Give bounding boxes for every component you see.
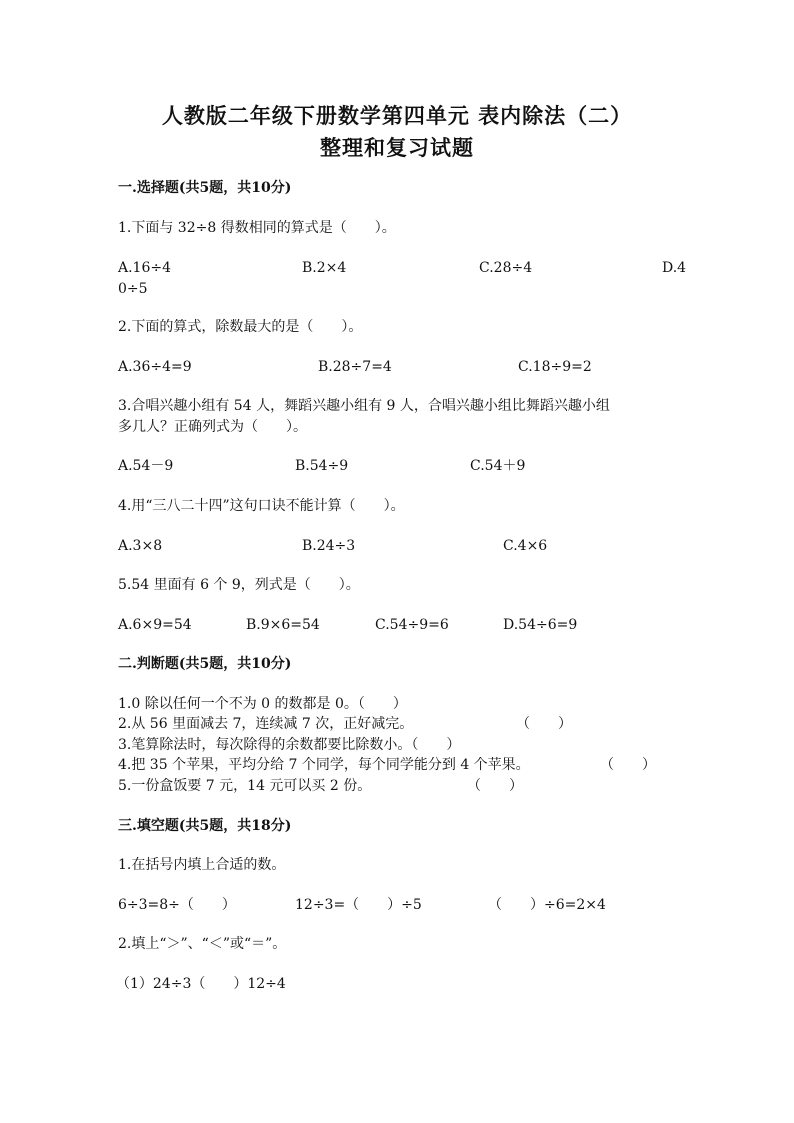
question-2-option-b: B.28÷7=4 (318, 359, 392, 375)
fill-question-2-stem: 2.填上“＞”、“＜”或“＝”。 (118, 936, 287, 952)
question-5-option-c: C.54÷9=6 (375, 617, 449, 633)
section-heading-judge: 二.判断题(共5题，共10分) (118, 656, 292, 672)
judge-item-2: 2.从 56 里面减去 7，连续减 7 次，正好减完。 (118, 716, 414, 732)
judge-item-5-paren: （ ） (467, 778, 523, 794)
fill-question-1-expr-2: 12÷3=（ ）÷5 (295, 897, 422, 913)
judge-item-4-paren: （ ） (600, 757, 656, 773)
question-1-option-d-wrap: 0÷5 (118, 281, 148, 297)
section-heading-fill: 三.填空题(共5题，共18分) (118, 818, 292, 834)
page-subtitle: 整理和复习试题 (320, 135, 474, 160)
question-3-option-b: B.54÷9 (295, 458, 349, 474)
question-1-option-a: A.16÷4 (118, 260, 172, 276)
question-4-option-a: A.3×8 (118, 538, 163, 554)
question-2-option-a: A.36÷4=9 (118, 359, 192, 375)
question-3-stem: 3.合唱兴趣小组有 54 人，舞蹈兴趣小组有 9 人，合唱兴趣小组比舞蹈兴趣小组 (118, 398, 610, 414)
judge-item-1: 1.0 除以任何一个不为 0 的数都是 0。（ ） (118, 696, 407, 712)
question-2-option-c: C.18÷9=2 (518, 359, 592, 375)
question-5-option-a: A.6×9=54 (118, 617, 192, 633)
question-5-stem: 5.54 里面有 6 个 9，列式是（ ）。 (118, 577, 360, 593)
question-4-option-b: B.24÷3 (302, 538, 356, 554)
question-4-stem: 4.用“三八二十四”这句口诀不能计算（ ）。 (118, 498, 405, 514)
fill-question-1-expr-1: 6÷3=8÷（ ） (118, 897, 236, 913)
fill-question-1-stem: 1.在括号内填上合适的数。 (118, 857, 286, 873)
fill-question-1-expr-3: （ ）÷6=2×4 (488, 897, 606, 913)
question-1-option-c: C.28÷4 (479, 260, 533, 276)
fill-question-2-expr-1: （1）24÷3（ ）12÷4 (116, 976, 286, 992)
question-3-stem-line2: 多几人？正确列式为（ ）。 (118, 419, 307, 435)
judge-item-3: 3.笔算除法时，每次除得的余数都要比除数小。（ ） (118, 737, 461, 753)
question-1-option-d: D.4 (662, 260, 687, 276)
question-1-option-b: B.2×4 (302, 260, 347, 276)
question-3-option-a: A.54－9 (118, 458, 174, 474)
question-3-option-c: C.54＋9 (470, 458, 526, 474)
question-1-stem: 1.下面与 32÷8 得数相同的算式是（ ）。 (118, 220, 396, 236)
question-2-stem: 2.下面的算式，除数最大的是（ ）。 (118, 319, 363, 335)
judge-item-2-paren: （ ） (516, 716, 572, 732)
section-heading-choice: 一.选择题(共5题，共10分) (118, 180, 292, 196)
page-title: 人教版二年级下册数学第四单元 表内除法（二） (161, 103, 633, 128)
question-4-option-c: C.4×6 (503, 538, 548, 554)
question-5-option-b: B.9×6=54 (246, 617, 320, 633)
question-5-option-d: D.54÷6=9 (503, 617, 578, 633)
judge-item-4: 4.把 35 个苹果，平均分给 7 个同学，每个同学能分到 4 个苹果。 (118, 757, 530, 773)
judge-item-5: 5.一份盒饭要 7 元，14 元可以买 2 份。 (118, 778, 372, 794)
